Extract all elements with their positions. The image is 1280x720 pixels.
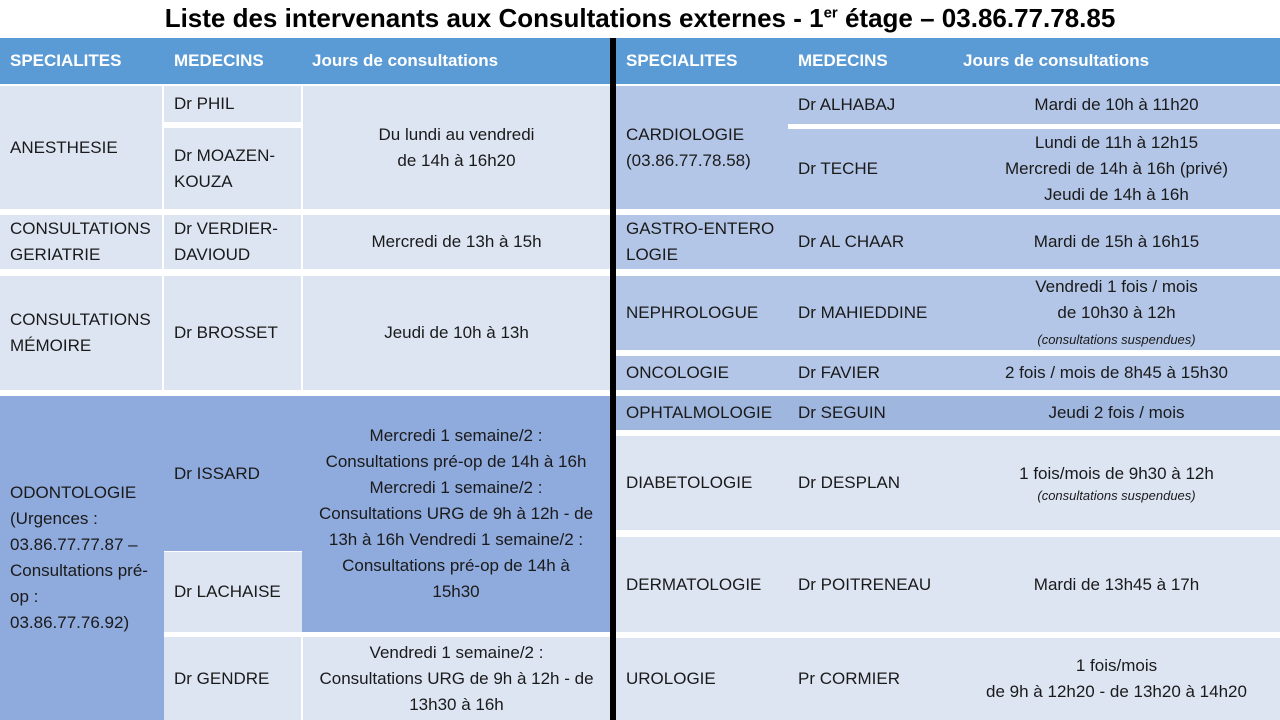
spec-oncologie: ONCOLOGIE xyxy=(616,356,788,390)
spec-geriatrie: CONSULTATIONS GERIATRIE xyxy=(0,215,162,269)
days-uro: 1 fois/mois de 9h à 12h20 - de 13h20 à 14h20 xyxy=(953,638,1280,720)
days-gastro: Mardi de 15h à 16h15 xyxy=(953,215,1280,269)
header-specialites-right: SPECIALITES xyxy=(616,38,788,84)
doctor-poitreneau: Dr POITRENEAU xyxy=(788,537,953,632)
doctor-issard: Dr ISSARD xyxy=(164,396,302,551)
doctor-teche: Dr TECHE xyxy=(788,129,953,209)
doctor-moazen-kouza: Dr MOAZEN-KOUZA xyxy=(164,128,301,209)
days-geriatrie: Mercredi de 13h à 15h xyxy=(303,215,610,269)
days-odontologie-issard-lachaise: Mercredi 1 semaine/2 : Consultations pré-op de 14h à 16h Mercredi 1 semaine/2 : Consultations URG de 9h à 12h - de 13h à 16h Vendredi 1 semaine/2 : Consultations pré-op de 14h à 15h30 xyxy=(302,396,610,632)
days-ophtal: Jeudi 2 fois / mois xyxy=(953,396,1280,430)
days-teche: Lundi de 11h à 12h15 Mercredi de 14h à 16h (privé) Jeudi de 14h à 16h xyxy=(953,129,1280,209)
days-odontologie-gendre: Vendredi 1 semaine/2 : Consultations URG de 9h à 12h - de 13h30 à 16h xyxy=(303,637,610,720)
doctor-mahieddine: Dr MAHIEDDINE xyxy=(788,276,953,350)
doctor-favier: Dr FAVIER xyxy=(788,356,953,390)
doctor-al-chaar: Dr AL CHAAR xyxy=(788,215,953,269)
days-diabeto: 1 fois/mois de 9h30 à 12h (consultations suspendues) xyxy=(953,436,1280,530)
doctor-desplan: Dr DESPLAN xyxy=(788,436,953,530)
spec-ophtalmologie: OPHTALMOLOGIE xyxy=(616,396,788,430)
header-medecins-right: MEDECINS xyxy=(788,38,953,84)
doctor-brosset: Dr BROSSET xyxy=(164,276,301,390)
note-suspended: (consultations suspendues) xyxy=(1037,332,1196,347)
spec-urologie: UROLOGIE xyxy=(616,638,788,720)
days-onco: 2 fois / mois de 8h45 à 15h30 xyxy=(953,356,1280,390)
doctor-gendre: Dr GENDRE xyxy=(164,637,301,720)
doctor-alhabaj: Dr ALHABAJ xyxy=(788,86,953,124)
doctor-phil: Dr PHIL xyxy=(164,86,301,122)
days-memoire: Jeudi de 10h à 13h xyxy=(303,276,610,390)
days-alhabaj: Mardi de 10h à 11h20 xyxy=(953,86,1280,124)
spec-odontologie: ODONTOLOGIE (Urgences : 03.86.77.77.87 – Consultations pré-op : 03.86.77.76.92) xyxy=(0,396,164,720)
header-jours-right: Jours de consultations xyxy=(953,38,1280,84)
note-suspended: (consultations suspendues) xyxy=(1037,488,1196,503)
doctor-cormier: Pr CORMIER xyxy=(788,638,953,720)
spec-nephrologue: NEPHROLOGUE xyxy=(616,276,788,350)
days-nephro: Vendredi 1 fois / mois de 10h30 à 12h (consultations suspendues) xyxy=(953,276,1280,350)
spec-diabetologie: DIABETOLOGIE xyxy=(616,436,788,530)
spec-cardiologie: CARDIOLOGIE (03.86.77.78.58) xyxy=(616,86,788,209)
spec-anesthesie: ANESTHESIE xyxy=(0,86,162,209)
header-jours-left: Jours de consultations xyxy=(302,38,610,84)
doctor-lachaise: Dr LACHAISE xyxy=(164,552,302,632)
days-dermato: Mardi de 13h45 à 17h xyxy=(953,537,1280,632)
header-specialites-left: SPECIALITES xyxy=(0,38,164,84)
header-medecins-left: MEDECINS xyxy=(164,38,302,84)
doctor-seguin: Dr SEGUIN xyxy=(788,396,953,430)
spec-gastro-enterologie: GASTRO-ENTEROLOGIE xyxy=(616,215,788,269)
spec-memoire: CONSULTATIONS MÉMOIRE xyxy=(0,276,162,390)
doctor-verdier-davioud: Dr VERDIER-DAVIOUD xyxy=(164,215,301,269)
spec-dermatologie: DERMATOLOGIE xyxy=(616,537,788,632)
days-anesthesie: Du lundi au vendredi de 14h à 16h20 xyxy=(303,86,610,209)
page-title: Liste des intervenants aux Consultations externes - 1er étage – 03.86.77.78.85 xyxy=(164,3,1116,33)
